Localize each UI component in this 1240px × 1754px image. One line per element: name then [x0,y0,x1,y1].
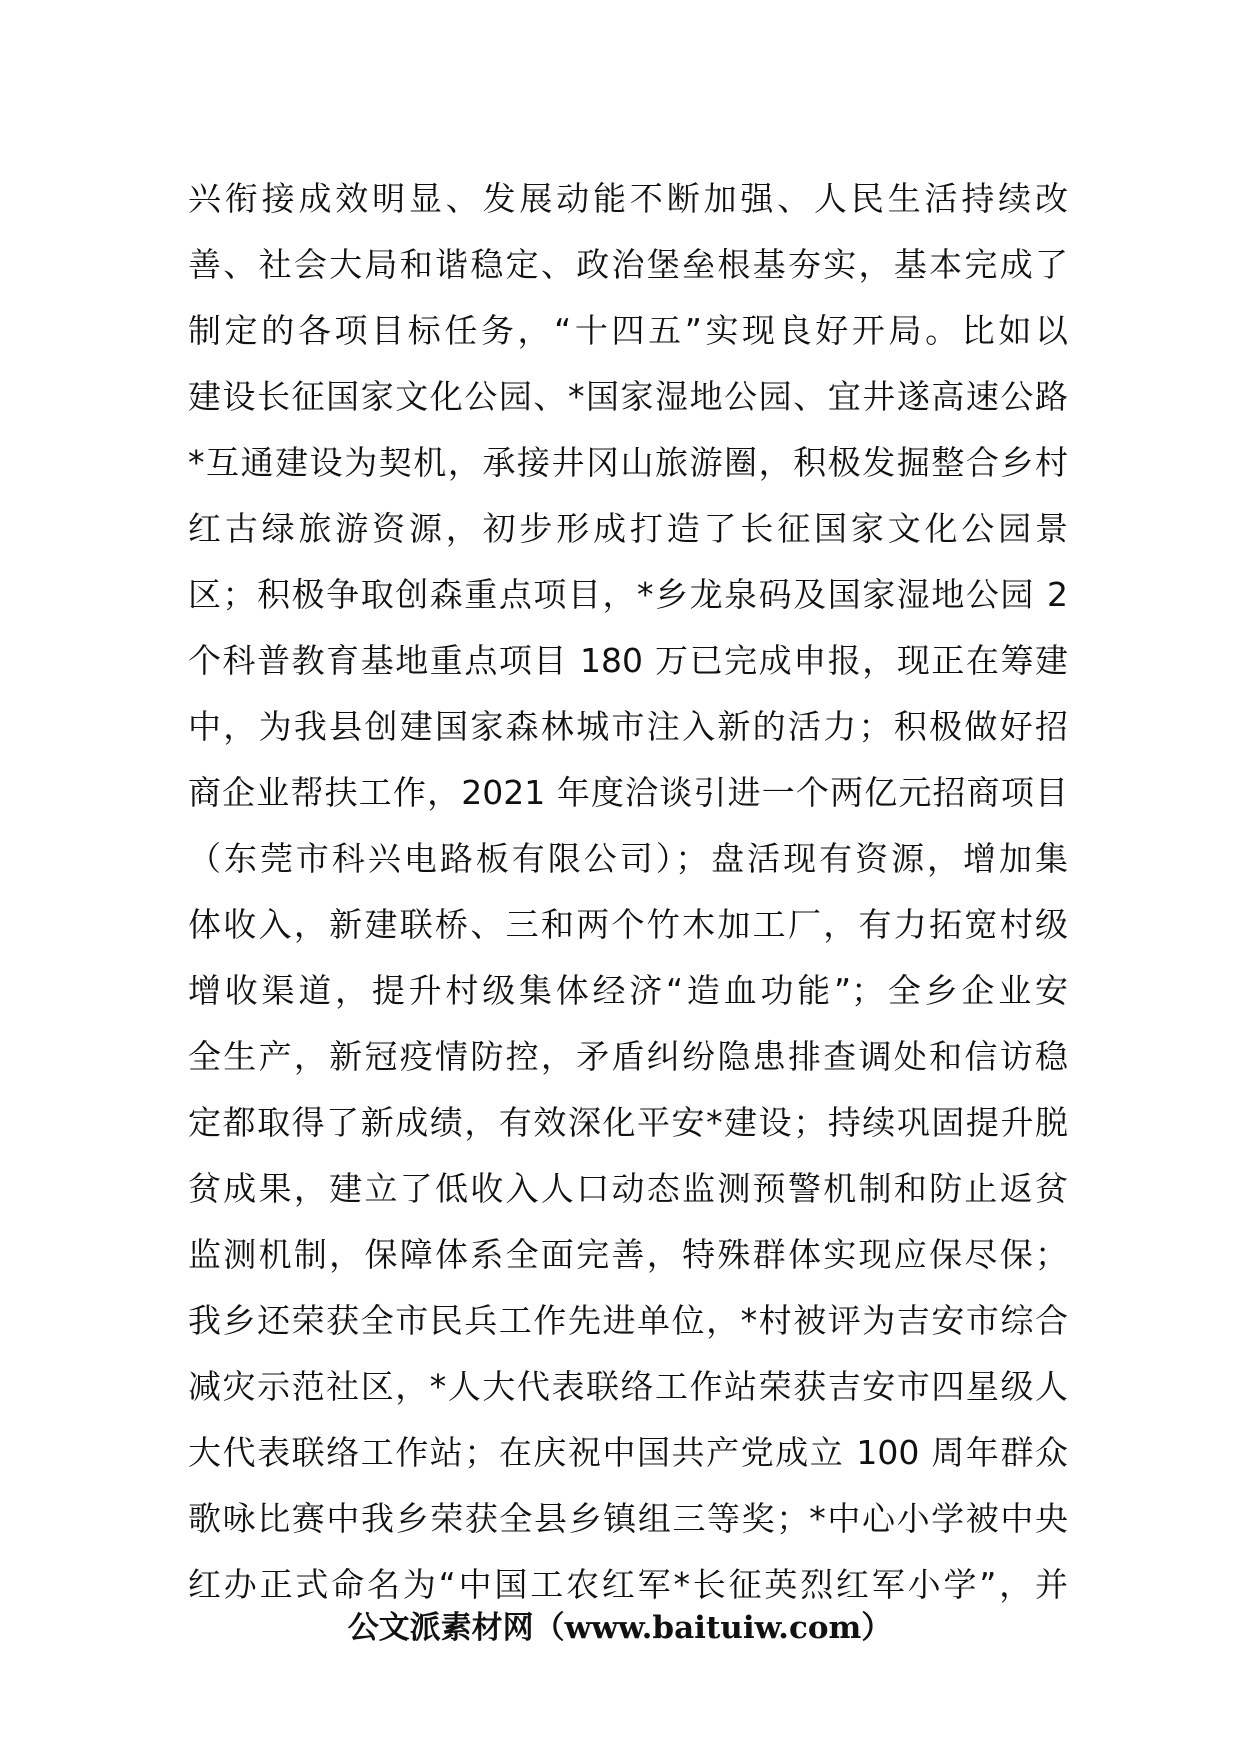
text-line: 建设长征国家文化公园、*国家湿地公园、宜井遂高速公路 [188,377,1068,416]
text-line: 商企业帮扶工作，2021 年度洽谈引进一个两亿元招商项目 [188,773,1068,812]
text-line: 减灾示范社区，*人大代表联络工作站荣获吉安市四星级人 [188,1367,1068,1406]
footer-watermark: 公文派素材网（www.baituiw.com） [347,1610,893,1646]
text-line: 中，为我县创建国家森林城市注入新的活力；积极做好招 [188,707,1068,746]
text-line: 善、社会大局和谐稳定、政治堡垒根基夯实，基本完成了 [188,245,1068,284]
text-line: 监测机制，保障体系全面完善，特殊群体实现应保尽保； [188,1235,1068,1274]
text-line: 体收入，新建联桥、三和两个竹木加工厂，有力拓宽村级 [188,905,1068,944]
text-line: 增收渠道，提升村级集体经济“造血功能”；全乡企业安 [188,971,1068,1010]
text-line: 全生产，新冠疫情防控，矛盾纠纷隐患排查调处和信访稳 [188,1037,1068,1076]
text-line: 贫成果，建立了低收入人口动态监测预警机制和防止返贫 [188,1169,1068,1208]
text-line: 制定的各项目标任务，“十四五”实现良好开局。比如以 [188,311,1068,350]
text-line: 我乡还荣获全市民兵工作先进单位，*村被评为吉安市综合 [188,1301,1068,1340]
body-paragraph [188,166,1068,1618]
text-line: （东莞市科兴电路板有限公司）；盘活现有资源，增加集 [188,839,1068,878]
text-line: 红古绿旅游资源，初步形成打造了长征国家文化公园景 [188,509,1068,548]
text-line: 兴衔接成效明显、发展动能不断加强、人民生活持续改 [188,179,1068,218]
text-line: 区；积极争取创森重点项目，*乡龙泉码及国家湿地公园 2 [188,575,1068,614]
text-line: 大代表联络工作站；在庆祝中国共产党成立 100 周年群众 [188,1433,1068,1472]
text-line: 歌咏比赛中我乡荣获全县乡镇组三等奖；*中心小学被中央 [188,1499,1068,1538]
text-line: 定都取得了新成绩，有效深化平安*建设；持续巩固提升脱 [188,1103,1068,1142]
text-line: *互通建设为契机，承接井冈山旅游圈，积极发掘整合乡村 [188,443,1068,482]
text-line: 个科普教育基地重点项目 180 万已完成申报，现正在筹建 [188,641,1068,680]
text-line: 红办正式命名为“中国工农红军*长征英烈红军小学”，并 [188,1565,1068,1604]
